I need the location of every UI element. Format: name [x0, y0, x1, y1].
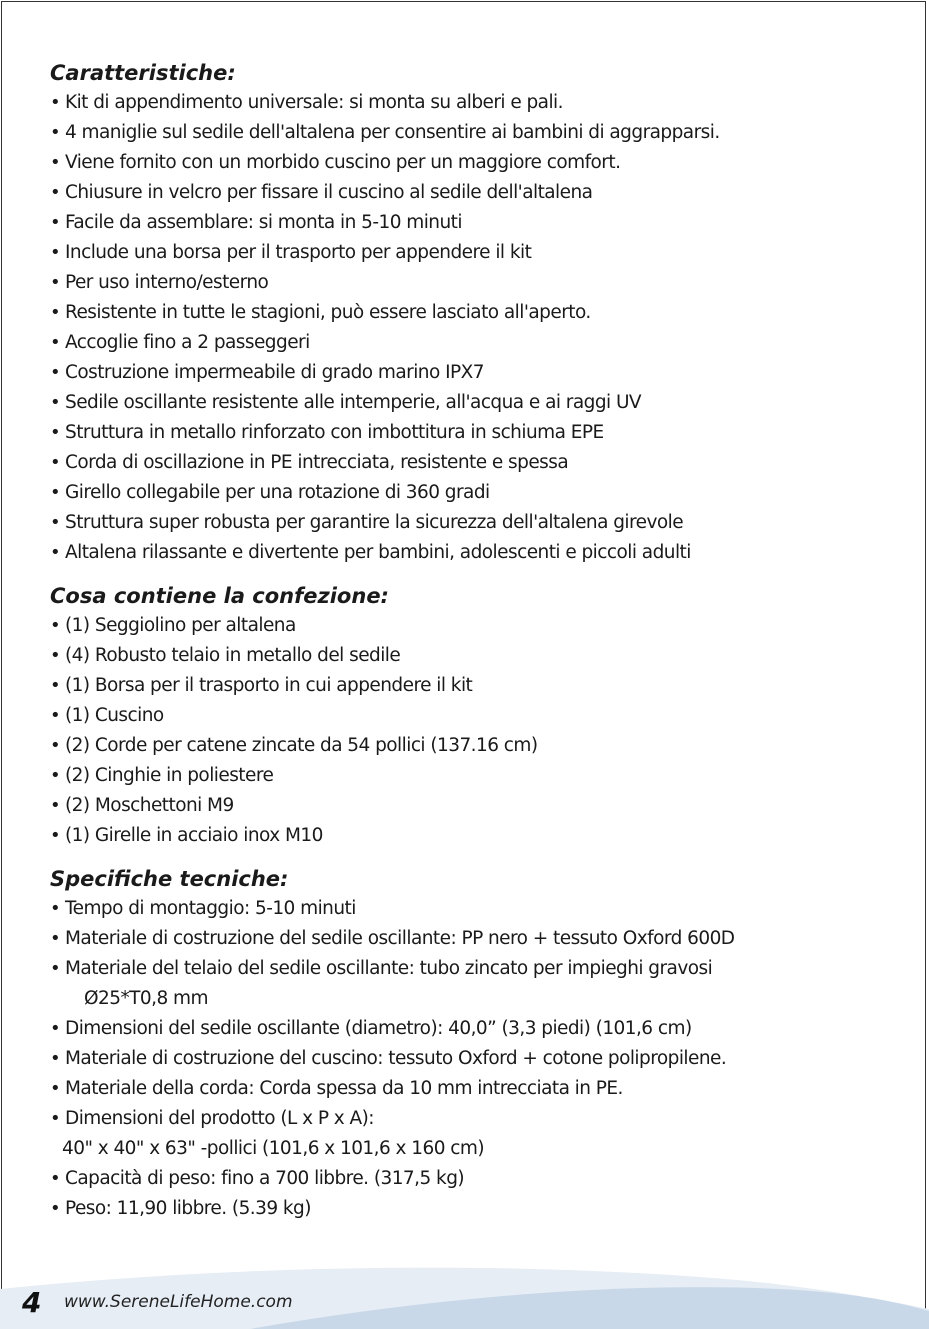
list-item: • Struttura super robusta per garantire la sicurezza dell'altalena girevole [50, 508, 890, 538]
list-item: • (2) Cinghie in poliestere [50, 761, 890, 791]
document-body [50, 58, 890, 1237]
list-item: • Facile da assemblare: si monta in 5-10 minuti [50, 208, 890, 238]
footer-url: www.SereneLifeHome.com [64, 1292, 293, 1312]
list-item: • Kit di appendimento universale: si monta su alberi e pali. [50, 88, 890, 118]
list-item: • Dimensioni del sedile oscillante (diametro): 40,0” (3,3 piedi) (101,6 cm) [50, 1014, 890, 1044]
list-item: • Include una borsa per il trasporto per appendere il kit [50, 238, 890, 268]
list-item: • (4) Robusto telaio in metallo del sedile [50, 641, 890, 671]
list-item: • (1) Seggiolino per altalena [50, 611, 890, 641]
list-item: • Materiale di costruzione del cuscino: tessuto Oxford + cotone polipropilene. [50, 1044, 890, 1074]
technical-specs-list [50, 894, 890, 1224]
list-item: • Per uso interno/esterno [50, 268, 890, 298]
list-item-text: Dimensioni del prodotto (L x P x A): [65, 1108, 374, 1129]
package-contents-heading: Cosa contiene la confezione: [50, 584, 389, 608]
list-item: • Capacità di peso: fino a 700 libbre. (317,5 kg) [50, 1164, 890, 1194]
list-item: • Costruzione impermeabile di grado marino IPX7 [50, 358, 890, 388]
list-item-continuation: Ø25*T0,8 mm [84, 988, 208, 1009]
list-item: • (2) Corde per catene zincate da 54 pollici (137.16 cm) [50, 731, 890, 761]
technical-specs-heading: Specifiche tecniche: [50, 867, 289, 891]
list-item: • 4 maniglie sul sedile dell'altalena per consentire ai bambini di aggrapparsi. [50, 118, 890, 148]
list-item: • Peso: 11,90 libbre. (5.39 kg) [50, 1194, 890, 1224]
list-item-continuation: 40" x 40" x 63" -pollici (101,6 x 101,6 x 160 cm) [62, 1138, 485, 1159]
list-item: • Girello collegabile per una rotazione di 360 gradi [50, 478, 890, 508]
list-item-frame-material [50, 954, 890, 1014]
list-item: • Materiale di costruzione del sedile oscillante: PP nero + tessuto Oxford 600D [50, 924, 890, 954]
page-number: 4 [22, 1286, 42, 1319]
list-item: • (1) Borsa per il trasporto in cui appendere il kit [50, 671, 890, 701]
list-item: • Sedile oscillante resistente alle intemperie, all'acqua e ai raggi UV [50, 388, 890, 418]
list-item: • Tempo di montaggio: 5-10 minuti [50, 894, 890, 924]
list-item: • Struttura in metallo rinforzato con imbottitura in schiuma EPE [50, 418, 890, 448]
package-contents-list [50, 611, 890, 851]
list-item: • Accoglie fino a 2 passeggeri [50, 328, 890, 358]
list-item: • Chiusure in velcro per fissare il cuscino al sedile dell'altalena [50, 178, 890, 208]
features-heading: Caratteristiche: [50, 61, 236, 85]
list-item-product-size [50, 1104, 890, 1164]
list-item: • (2) Moschettoni M9 [50, 791, 890, 821]
list-item: • Materiale della corda: Corda spessa da 10 mm intrecciata in PE. [50, 1074, 890, 1104]
features-list [50, 88, 890, 568]
list-item: • Altalena rilassante e divertente per bambini, adolescenti e piccoli adulti [50, 538, 890, 568]
list-item: • (1) Girelle in acciaio inox M10 [50, 821, 890, 851]
list-item: • Corda di oscillazione in PE intrecciata, resistente e spessa [50, 448, 890, 478]
list-item: • Resistente in tutte le stagioni, può essere lasciato all'aperto. [50, 298, 890, 328]
list-item: • Viene fornito con un morbido cuscino per un maggiore comfort. [50, 148, 890, 178]
list-item-text: Materiale del telaio del sedile oscillante: tubo zincato per impieghi gravosi [65, 958, 713, 979]
list-item: • (1) Cuscino [50, 701, 890, 731]
